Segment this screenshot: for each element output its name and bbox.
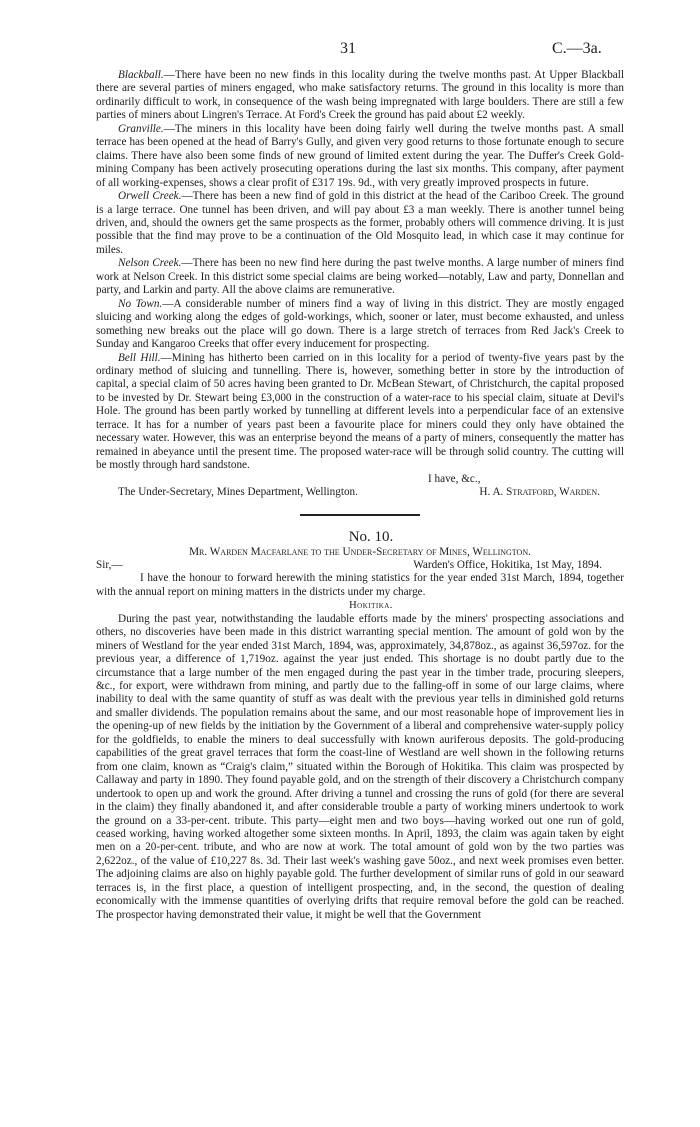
paragraph-hokitika: During the past year, notwithstanding the laudable efforts made by the miners' prospecting associations and others, no discoveries have been made in this district warranting special mention. The amount of gold won by the miners of Westland for the year ended 31st March, 1894, was, approximately, 34,878oz., as against 36,597oz. for the previous year, a difference of 1,719oz. against the year just ended. This shortage is no doubt partly due to the circumstance that a large number of the men engaged during the past year in the timber trade, procuring sleepers, &c., for export, were withdrawn from mining, and partly due to the falling-off in some of our large claims, where inability to deal with the same quantity of stuff as was dealt with the previous year tells in diminished gold returns and smaller dividends. The population remains about the same, and our most reasonable hope of improvement lies in the opening-up of new fields by the initiation by the Government of a liberal and comprehensive water-supply policy for the goldfields, to enable the miners to deal successfully with known auriferous deposits. The gold-producing capabilities of the great gravel terraces that form the coast-line of Westland are well shown in the following returns from one claim, known as “Craig's claim,” situated within the Borough of Hokitika. This claim was prospected by Callaway and party in 1890. They found payable gold, and on the strength of their discovery a Christchurch company undertook to open up and work the ground. After driving a tunnel and crossing the runs of gold (for there are several in the claim) they finally abandoned it, and after considerable trouble a party of working miners undertook to work the ground on a 33-per-cent. tribute. This party—eight men and two boys—having worked out one run of gold, ceased working, having worked altogether some sixteen months. In April, 1893, the claim was again taken by eight men on a 20-per-cent. tribute, and who are now at work. The total amount of gold won by the two parties was 2,622oz., of the value of £10,227 8s. 3d. Their last week's washing gave 50oz., and next week promises even better. The adjoining claims are also on highly payable gold. The further development of similar runs of gold in our seaward terraces is, in the first place, a question of intelligent prospecting, and, in the second, the question of dealing economically with the immense quantities of overlying drifts that require removal before the gold can be reached. The prospector having demonstrated their value, it might be well that the Government — [96, 612, 624, 921]
letter-from-to: Mr. Warden Macfarlane to the Under-Secretary of Mines, Wellington. — [189, 545, 531, 558]
paragraph-no-town — [96, 298, 624, 352]
paragraph-blackball — [96, 69, 624, 123]
document-reference: C.—3a. — [552, 40, 602, 57]
paragraph-text: —A considerable number of miners find a way of living in this district. They are mostly engaged sluicing and working along the edges of gold-workings, which, sooner or later, must become exhausted, and unless something new breaks out the place will go down. There is a large stretch of terraces from Red Jack's Creek to Sunday and Kangaroo Creeks that offer every inducement for prospecting. — [96, 297, 624, 351]
signatory: H. A. Stratford, Warden. — [479, 486, 600, 499]
paragraph-text: —There has been no new find here during the past twelve months. A large number of miners find work at Nelson Creek. In this district some special claims are being worked—notably, Law and party, Donnellan and party, and Larkin and party. All the above claims are remunerative. — [96, 257, 625, 297]
locality-title: Blackball. — [118, 69, 164, 81]
salutation: Sir,— — [96, 558, 123, 571]
paragraph-text: —There have been no new finds in this locality during the twelve months past. At Upper Blackball there are several parties of miners engaged, who make satisfactory returns. The ground in this locality is more than ordinarily difficult to work, in consequence of the wash being impregnated with large boulders. There are still a few parties of miners about Lingren's Terrace. At Ford's Creek the ground has paid about £2 weekly. — [96, 69, 624, 122]
page-body — [96, 69, 624, 922]
signature-row — [96, 486, 624, 499]
page-header — [0, 40, 700, 60]
salutation-row — [96, 559, 624, 572]
paragraph-bell-hill — [96, 352, 624, 473]
paragraph-text: —There has been a new find of gold in this district at the head of the Cariboo Creek. The ground is a large terrace. One tunnel has been driven, and will pay about £3 a man weekly. There is another tunnel being driven, and, should the owners get the same prospects as the former, probably others will commence driving. It is just possible that the find may prove to be a continuation of the Old Mosquito lead, in which case it may continue for miles. — [96, 190, 625, 256]
locality-title: Bell Hill. — [118, 351, 161, 364]
locality-title: No Town. — [118, 297, 163, 310]
paragraph-orwell-creek — [96, 190, 624, 257]
letter-number: No. 10. — [348, 528, 394, 545]
locality-title: Orwell Creek. — [118, 190, 182, 203]
locality-title: Nelson Creek. — [118, 257, 182, 270]
place-date: Warden's Office, Hokitika, 1st May, 1894. — [413, 558, 602, 571]
paragraph-text: —The miners in this locality have been doing fairly well during the twelve months past. A small terrace has been opened at the head of Barry's Gully, and given very good returns to those fortunate enough to secure claims. There have also been some finds of new ground of limited extent during the year. The Duffer's Creek Gold-mining Company has been actively prosecuting operations during the last six months. This company, after payment of all working-expenses, shows a clear profit of £317 19s. 9d., with very greatly improved prospects in future. — [96, 122, 624, 189]
page-number: 31 — [340, 40, 356, 57]
paragraph-granville — [96, 123, 624, 190]
closing-line: I have, &c., — [428, 472, 481, 485]
section-title: Hokitika. — [349, 600, 393, 612]
paragraph-nelson-creek — [96, 257, 624, 297]
letter-intro: I have the honour to forward herewith the mining statistics for the year ended 31st March, 1894, together with the annual report on mining matters in the districts under my charge. — [96, 572, 624, 598]
locality-title: Granville. — [118, 122, 164, 135]
paragraph-text: —Mining has hitherto been carried on in this locality for a period of twenty-five years past by the ordinary method of sluicing and tunnelling. There is, however, something better in store by the introduction of capital, a special claim of 50 acres having been granted to Dr. McBean Stewart, of Christchurch, the capital proposed to be invested by Dr. Stewart being £3,000 in the construction of a water-race to his special claim, situate at Devil's Hole. The ground has been partly worked by tunnelling at different levels into a perpendicular face of an extensive terrace. It has for a number of years past been a favourite place for miners could they only have obtained the necessary water. However, this was an enterprise beyond the means of a party of miners, consequently the matter has remained in abeyance until the present time. The proposed water-race will be through solid country. The cutting will be mostly through hard sandstone. — [96, 351, 624, 472]
addressee: The Under-Secretary, Mines Department, Wellington. — [118, 486, 358, 499]
section-divider — [300, 514, 420, 516]
